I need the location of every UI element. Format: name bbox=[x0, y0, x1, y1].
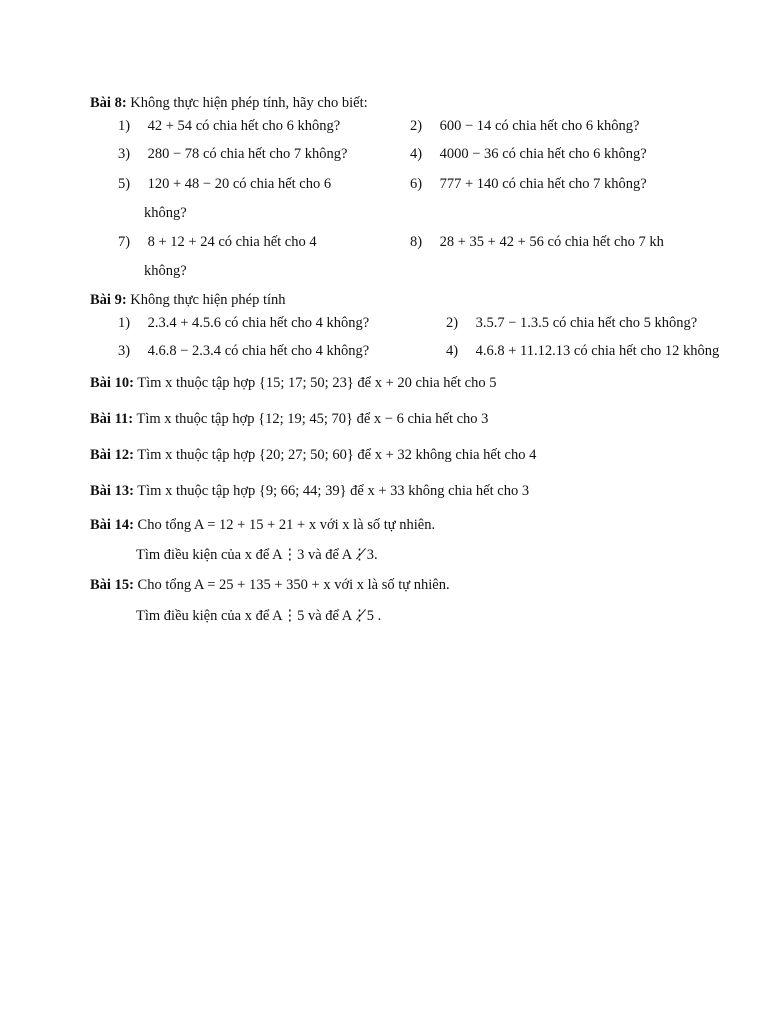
item-expression: 4000 − 36 bbox=[439, 146, 499, 162]
bai14-sub bbox=[136, 546, 378, 564]
bai9-label: Bài 9: bbox=[90, 292, 127, 308]
item-expression: 2.3.4 + 4.5.6 bbox=[147, 315, 222, 331]
bai8-item-1 bbox=[118, 117, 340, 135]
bai8-heading bbox=[90, 94, 368, 112]
item-number: 1) bbox=[118, 315, 131, 331]
item-number: 7) bbox=[118, 234, 131, 250]
bai14-text: Cho tổng A = 12 + 15 + 21 + x với x là số tự nhiên. bbox=[137, 517, 436, 533]
bai11-text: Tìm x thuộc tập hợp {12; 19; 45; 70} để x − 6 chia hết cho 3 bbox=[136, 411, 489, 427]
bai9-item-1 bbox=[118, 314, 369, 332]
item-text: có chia hết cho 12 không bbox=[573, 343, 720, 359]
bai8-label: Bài 8: bbox=[90, 95, 127, 111]
bai8-text: Không thực hiện phép tính, hãy cho biết: bbox=[130, 95, 368, 111]
item-text: có chia hết cho 6 không? bbox=[494, 118, 640, 134]
bai8-item-5-cont bbox=[144, 204, 187, 222]
bai14 bbox=[90, 516, 435, 534]
bai11-label: Bài 11: bbox=[90, 411, 134, 427]
bai8-item-4 bbox=[410, 145, 647, 163]
item-text: có chia hết cho 6 bbox=[232, 176, 332, 192]
item-number: 1) bbox=[118, 118, 131, 134]
item-text: có chia hết cho 7 không? bbox=[202, 146, 348, 162]
item-number: 5) bbox=[118, 176, 131, 192]
bai12-text: Tìm x thuộc tập hợp {20; 27; 50; 60} để x + 32 không chia hết cho 4 bbox=[137, 447, 537, 463]
bai15-label: Bài 15: bbox=[90, 577, 134, 593]
item-expression: 280 − 78 bbox=[147, 146, 200, 162]
item-expression: 4.6.8 − 2.3.4 bbox=[147, 343, 222, 359]
bai9-text: Không thực hiện phép tính bbox=[130, 292, 286, 308]
item-number: 4) bbox=[410, 146, 423, 162]
item-expression: 777 + 140 bbox=[439, 176, 499, 192]
bai8-item-6 bbox=[410, 175, 647, 193]
item-text: có chia hết cho 5 không? bbox=[552, 315, 698, 331]
bai15-sub-text: Tìm điều kiện của x để A⋮5 và để A⋮̸5 . bbox=[136, 608, 382, 624]
bai8-item-7 bbox=[118, 233, 317, 251]
item-number: 6) bbox=[410, 176, 423, 192]
bai14-label: Bài 14: bbox=[90, 517, 134, 533]
item-text-continued: không? bbox=[144, 263, 187, 279]
item-number: 4) bbox=[446, 343, 459, 359]
item-text: có chia hết cho 6 không? bbox=[502, 146, 647, 162]
bai13-text: Tìm x thuộc tập hợp {9; 66; 44; 39} để x + 33 không chia hết cho 3 bbox=[137, 483, 530, 499]
bai8-item-2 bbox=[410, 117, 639, 135]
item-text: có chia hết cho 7 không? bbox=[502, 176, 647, 192]
bai15 bbox=[90, 576, 450, 594]
item-number: 3) bbox=[118, 343, 131, 359]
bai8-item-7-cont bbox=[144, 262, 187, 280]
bai13 bbox=[90, 482, 529, 500]
bai8-item-8 bbox=[410, 233, 680, 251]
bai12-label: Bài 12: bbox=[90, 447, 134, 463]
item-number: 3) bbox=[118, 146, 131, 162]
item-expression: 4.6.8 + 11.12.13 bbox=[475, 343, 571, 359]
bai9-item-3 bbox=[118, 342, 369, 360]
bai9-heading bbox=[90, 291, 286, 309]
item-expression: 3.5.7 − 1.3.5 bbox=[475, 315, 550, 331]
item-number: 8) bbox=[410, 234, 423, 250]
item-text: có chia hết cho 4 không? bbox=[224, 315, 370, 331]
bai10-text: Tìm x thuộc tập hợp {15; 17; 50; 23} để x + 20 chia hết cho 5 bbox=[137, 375, 497, 391]
item-expression: 28 + 35 + 42 + 56 bbox=[439, 234, 544, 250]
bai10 bbox=[90, 374, 496, 392]
item-number: 2) bbox=[410, 118, 423, 134]
bai11 bbox=[90, 410, 488, 428]
item-text-continued: không? bbox=[144, 205, 187, 221]
bai9-item-2 bbox=[446, 314, 697, 332]
item-expression: 8 + 12 + 24 bbox=[147, 234, 215, 250]
item-expression: 120 + 48 − 20 bbox=[147, 176, 230, 192]
bai10-label: Bài 10: bbox=[90, 375, 134, 391]
bai14-sub-text: Tìm điều kiện của x để A⋮3 và để A⋮̸3. bbox=[136, 547, 378, 563]
bai12 bbox=[90, 446, 536, 464]
item-text: có chia hết cho 4 không? bbox=[224, 343, 370, 359]
bai13-label: Bài 13: bbox=[90, 483, 134, 499]
item-text: có chia hết cho 4 bbox=[218, 234, 317, 250]
item-expression: 600 − 14 bbox=[439, 118, 492, 134]
item-text: có chia hết cho 6 không? bbox=[195, 118, 341, 134]
bai8-item-3 bbox=[118, 145, 347, 163]
item-expression: 42 + 54 bbox=[147, 118, 193, 134]
bai8-item-5 bbox=[118, 175, 331, 193]
item-number: 2) bbox=[446, 315, 459, 331]
bai15-sub bbox=[136, 607, 381, 625]
bai9-item-4 bbox=[446, 342, 746, 360]
bai15-text: Cho tổng A = 25 + 135 + 350 + x với x là số tự nhiên. bbox=[137, 577, 450, 593]
item-text: có chia hết cho 7 kh bbox=[547, 234, 664, 250]
